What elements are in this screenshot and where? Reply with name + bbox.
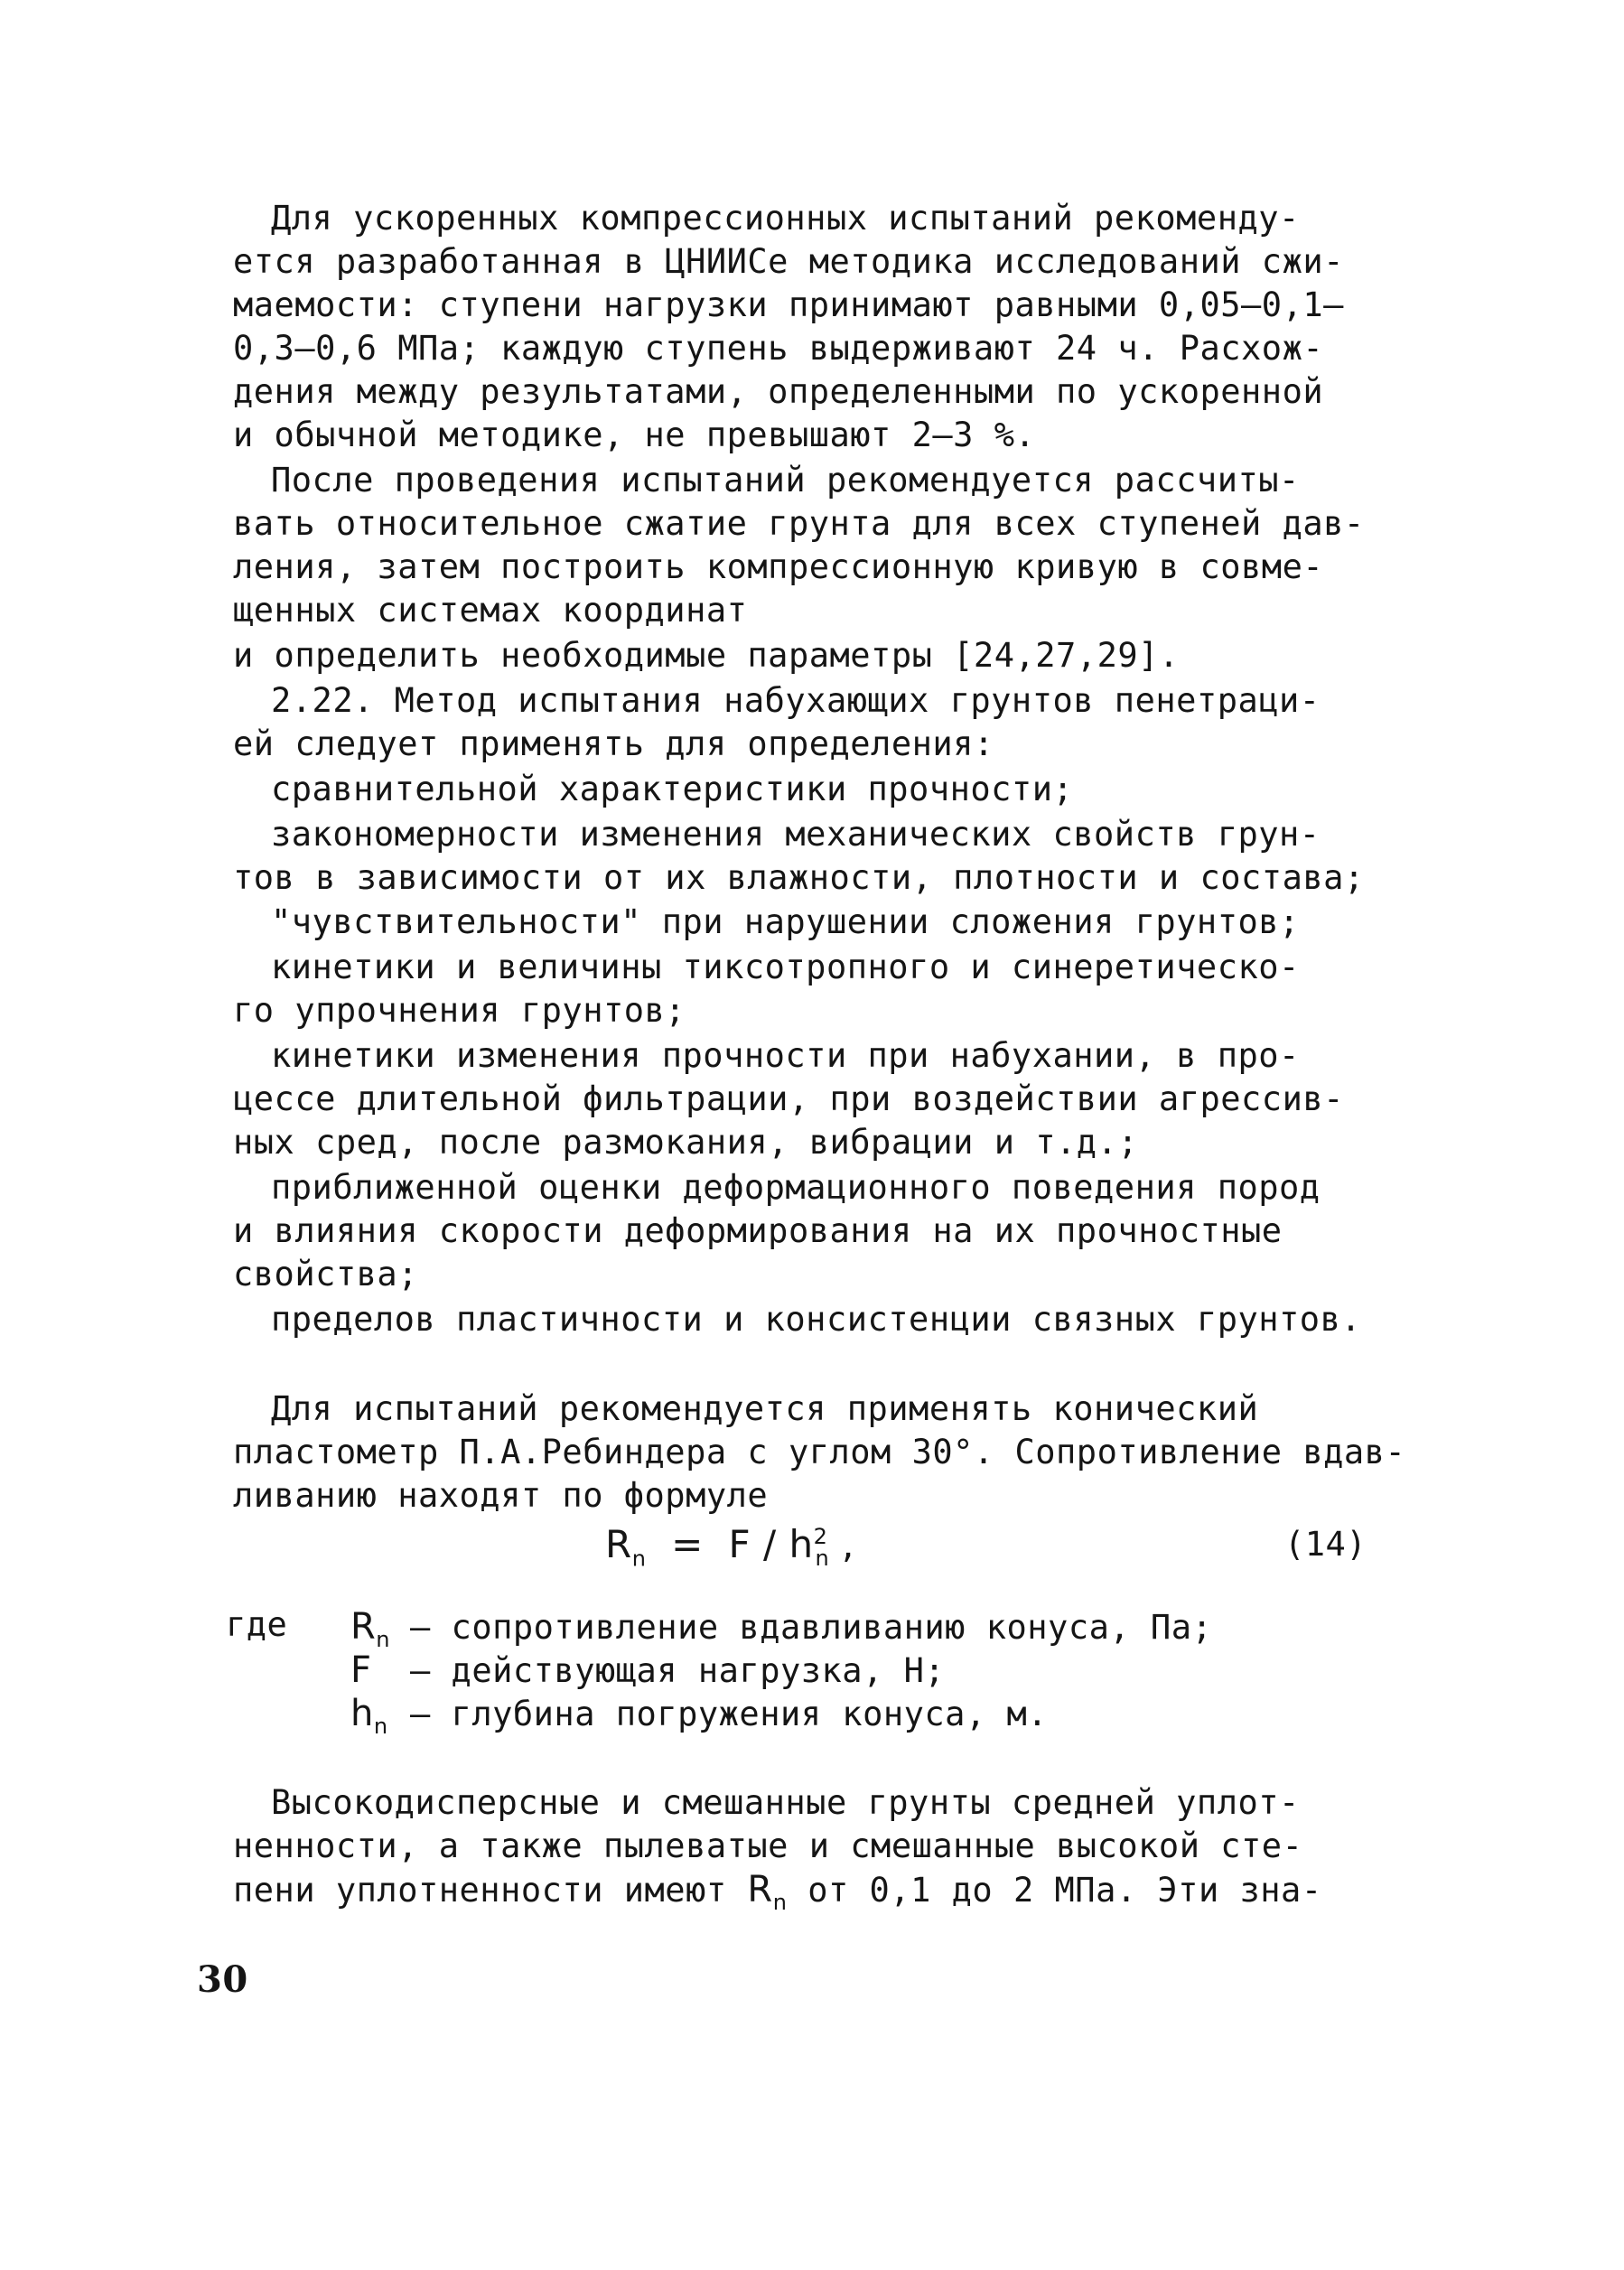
formula-comma: , — [842, 1522, 854, 1566]
list-item-cont: цессе длительной фильтрации, при воздействии агрессив- — [233, 1079, 1344, 1118]
text-line: ей следует применять для определения: — [233, 724, 994, 763]
formula-lhs-sub: n — [631, 1546, 647, 1572]
list-item-cont: тов в зависимости от их влажности, плотности и состава; — [233, 858, 1365, 897]
text-line: Для ускоренных компрессионных испытаний рекоменду- — [271, 199, 1300, 238]
text-line: Для испытаний рекомендуется применять конический — [271, 1389, 1259, 1428]
text-line: ления, затем построить компрессионную кривую в совме- — [233, 547, 1324, 586]
text-line: дения между результатами, определенными по ускоренной — [233, 372, 1324, 411]
list-item: кинетики и величины тиксотропного и синеретическо- — [271, 948, 1300, 986]
definition-symbol: $R_n$ — [350, 1606, 391, 1652]
list-item-cont: и влияния скорости деформирования на их прочностные — [233, 1211, 1283, 1250]
text-line: ливанию находят по формуле — [233, 1476, 769, 1515]
text-line: маемости: ступени нагрузки принимают равными 0,05–0,1– — [233, 285, 1344, 324]
list-item: приближенной оценки деформационного поведения пород — [271, 1168, 1321, 1207]
formula-lhs: R — [605, 1522, 632, 1566]
definition-symbol: $h_n$ — [350, 1693, 388, 1739]
formula-rhs: F / h — [728, 1522, 814, 1566]
definition-symbol: F — [350, 1649, 372, 1691]
text-line: и обычной методике, не превышают 2–3 %. — [233, 416, 1036, 454]
definition-text: – сопротивление вдавливанию конуса, Па; — [410, 1608, 1213, 1647]
list-item: сравнительной характеристики прочности; — [271, 770, 1074, 808]
list-item: кинетики изменения прочности при набухании, в про- — [271, 1036, 1300, 1075]
text-line: пластометр П.А.Ребиндера с углом 30°. Сопротивление вдав- — [233, 1433, 1406, 1471]
text-line: После проведения испытаний рекомендуется рассчиты- — [271, 461, 1300, 500]
definition-text: – глубина погружения конуса, м. — [410, 1695, 1049, 1733]
formula-sub: n — [815, 1546, 830, 1572]
list-item: закономерности изменения механических свойств грун- — [271, 815, 1321, 854]
list-item: пределов пластичности и консистенции связных грунтов. — [271, 1300, 1362, 1339]
definition-row — [350, 1692, 1048, 1748]
list-item-cont: ных сред, после размокания, вибрации и т.д.; — [233, 1123, 1139, 1162]
formula-sup: 2 — [813, 1524, 828, 1549]
definition-text: – действующая нагрузка, Н; — [410, 1651, 946, 1690]
text-line: ется разработанная в ЦНИИСе методика исследований сжи- — [233, 242, 1344, 281]
list-item-cont: свойства; — [233, 1255, 418, 1294]
text-line: 0,3–0,6 МПа; каждую ступень выдерживают 24 ч. Расхож- — [233, 329, 1324, 368]
inline-symbol: $R_n$ — [747, 1869, 788, 1915]
page-number: 30 — [197, 1958, 248, 2001]
text-line: вать относительное сжатие грунта для всех ступеней дав- — [233, 504, 1365, 543]
equation-number: (14) — [1284, 1525, 1367, 1564]
formula — [605, 1522, 854, 1571]
text-line: и определить необходимые параметры [24,27,29]. — [233, 636, 1180, 675]
list-item: "чувствительности" при нарушении сложения грунтов; — [271, 902, 1300, 941]
formula-equals: = — [671, 1522, 704, 1566]
list-item-cont: го упрочнения грунтов; — [233, 991, 686, 1030]
text-line: Высокодисперсные и смешанные грунты средней уплот- — [271, 1783, 1300, 1822]
text-line: ненности, а также пылеватые и смешанные высокой сте- — [233, 1826, 1303, 1865]
text-line: пени уплотненности имеют $R_n$ от 0,1 до 2 МПа. Эти зна- — [233, 1869, 1322, 1915]
text-line: щенных системах координат — [233, 591, 748, 630]
where-label: где — [226, 1605, 288, 1644]
section-heading-line: 2.22. Метод испытания набухающих грунтов пенетраци- — [271, 681, 1321, 720]
